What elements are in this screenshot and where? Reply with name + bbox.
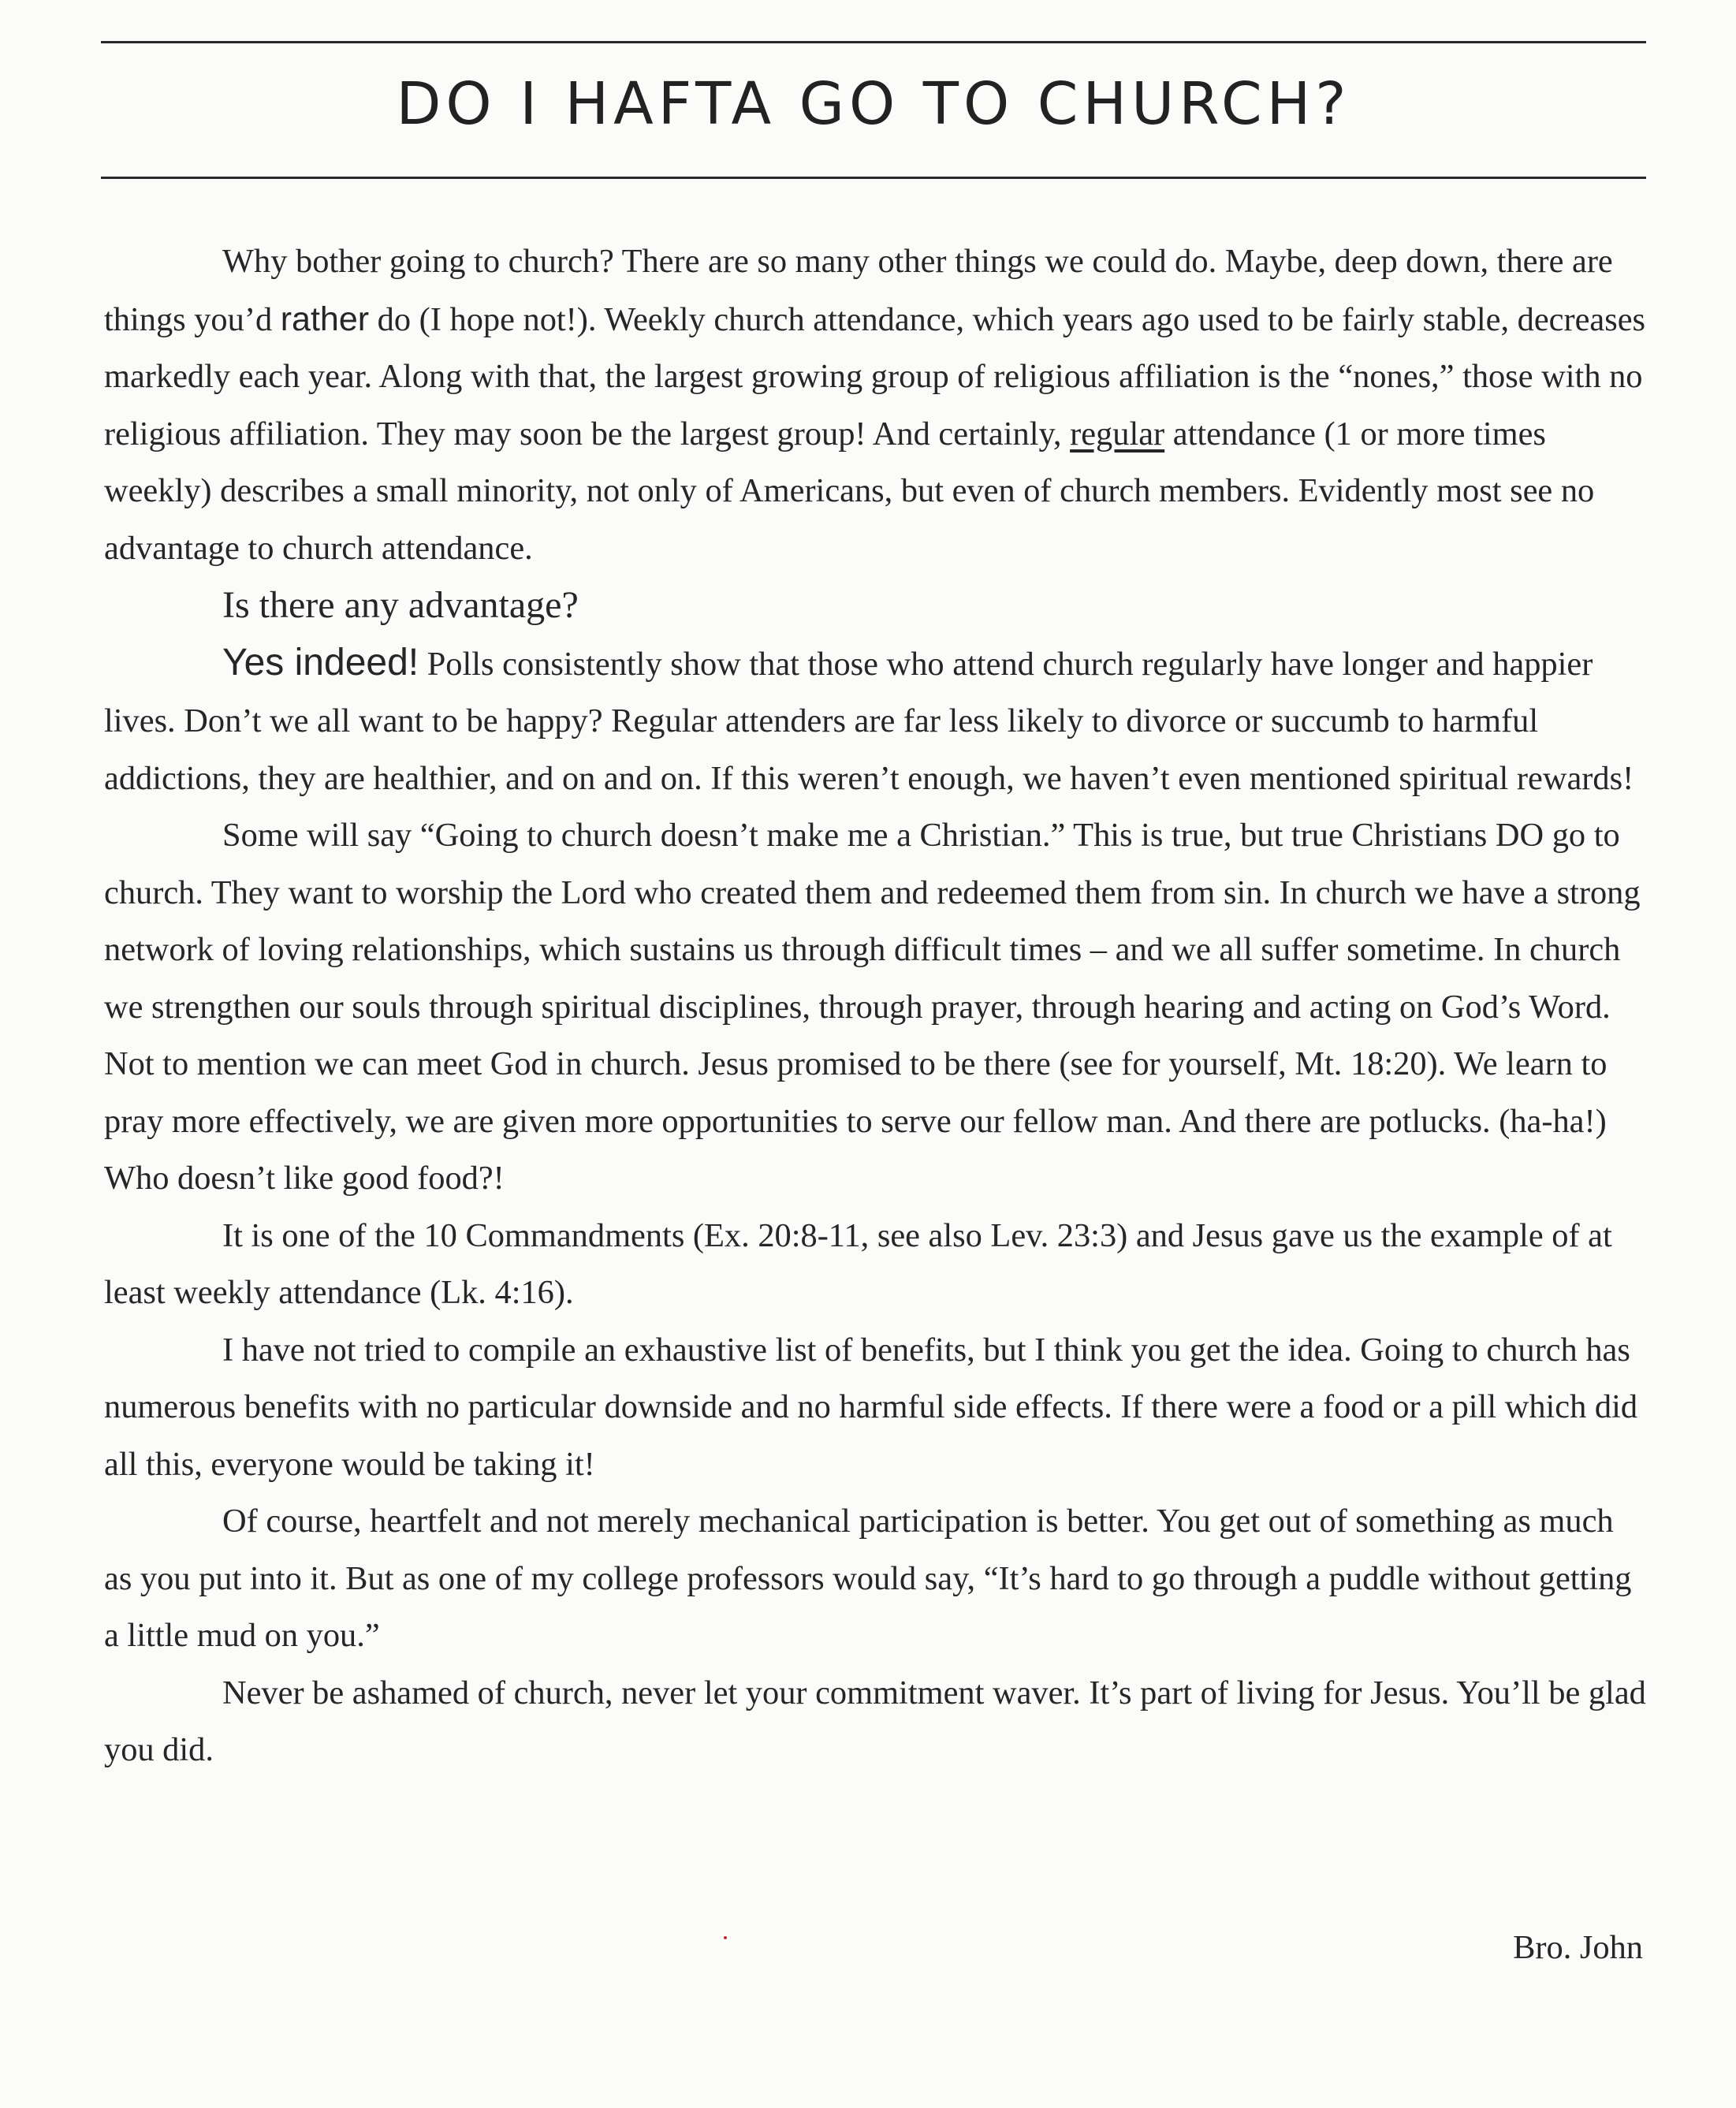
- page-title: DO I HAFTA GO TO CHURCH?: [396, 70, 1351, 138]
- top-rule: [101, 41, 1646, 43]
- paragraph-4: Some will say “Going to church doesn’t make me a Christian.” This is true, but true Christians DO go to church. They want to worship the Lord who created them and redeemed them from sin. In church we have a strong network of loving relationships, which sustains us through difficult times – and we all suffer sometime. In church we strengthen our souls through spiritual disciplines, through prayer, through hearing and acting on God’s Word. Not to mention we can meet God in church. Jesus promised to be there (see for yourself, Mt. 18:20). We learn to pray more effectively, we are given more opportunities to serve our fellow man. And there are potlucks. (ha-ha!) Who doesn’t like good food?!: [104, 817, 1641, 1197]
- paragraph-7: Of course, heartfelt and not merely mechanical participation is better. You get out of something as much as you put into it. But as one of my college professors would say, “It’s hard to go through a puddle without getting a little mud on you.”: [104, 1503, 1632, 1654]
- ink-speck: [724, 1936, 727, 1939]
- paragraph-1-text-c: attendance (1 or more times weekly) describes a small minority, not only of Americans, but even of church members. Evidently most see no advantage to church attendance.: [104, 415, 1595, 567]
- question-heading: Is there any advantage?: [222, 584, 579, 626]
- paragraph-1-text-b: do (I hope not!). Weekly church attendance, which years ago used to be fairly stable, decreases markedly each year. Along with that, the largest growing group of religious affiliation is the “nones,” those with no religious affiliation. They may soon be the largest group! And certainly,: [104, 300, 1646, 453]
- paragraph-3-text: Polls consistently show that those who attend church regularly have longer and happier lives. Don’t we all want to be happy? Regular attenders are far less likely to divorce or succumb to harmful addictions, they are healthier, and on and on. If this weren’t enough, we haven’t even mentioned spiritual rewards!: [104, 645, 1634, 797]
- article-body: [104, 233, 1649, 1779]
- answer-lead: Yes indeed!: [222, 641, 419, 683]
- paragraph-5: It is one of the 10 Commandments (Ex. 20:8-11, see also Lev. 23:3) and Jesus gave us the example of at least weekly attendance (Lk. 4:16).: [104, 1216, 1612, 1311]
- emphasis-regular: regular: [1070, 415, 1165, 453]
- paragraph-1-text-a: Why bother going to church? There are so many other things we could do. Maybe, deep down, there are things you’d: [104, 243, 1613, 338]
- paragraph-6: I have not tried to compile an exhaustive list of benefits, but I think you get the idea. Going to church has numerous benefits with no particular downside and no harmful side effects. If there were a food or a pill which did all this, everyone would be taking it!: [104, 1331, 1638, 1483]
- signature: Bro. John: [1513, 1929, 1643, 1966]
- paragraph-8: Never be ashamed of church, never let your commitment waver. It’s part of living for Jesus. You’ll be glad you did.: [104, 1674, 1646, 1768]
- paragraph-1: [104, 233, 1649, 577]
- paragraph-3: [104, 635, 1649, 808]
- bottom-rule: [101, 177, 1646, 179]
- emphasis-rather: rather: [280, 300, 370, 338]
